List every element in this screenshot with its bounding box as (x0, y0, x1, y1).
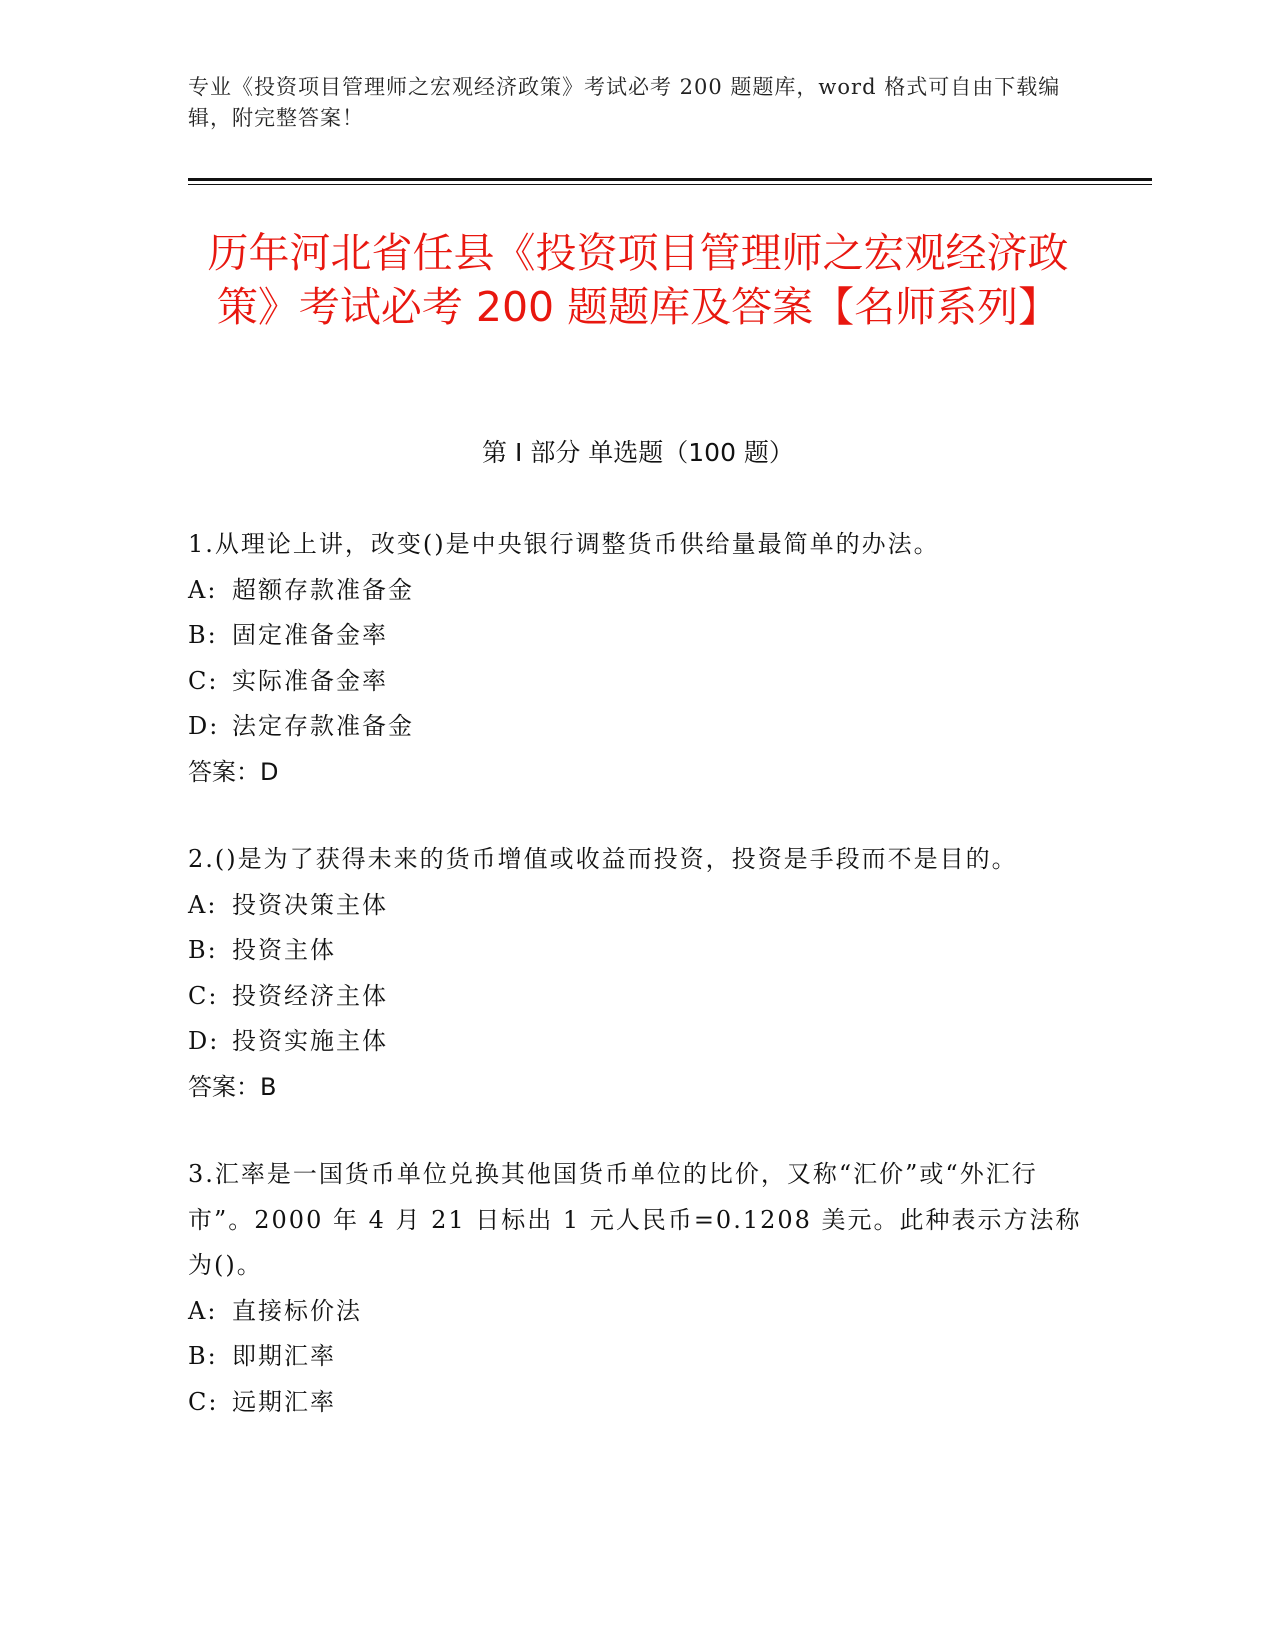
option-a (188, 1289, 1088, 1335)
option-text: 投资实施主体 (232, 1027, 388, 1055)
question-list (188, 522, 1088, 1425)
option-text: 投资决策主体 (232, 890, 388, 919)
question-3 (188, 1152, 1088, 1425)
option-text: 固定准备金率 (232, 621, 388, 649)
option-c (188, 1380, 1088, 1426)
option-text: 直接标价法 (232, 1296, 362, 1325)
option-key: D: (188, 712, 220, 740)
option-key: A: (188, 890, 218, 919)
header-divider-thick (188, 178, 1152, 181)
option-text: 法定存款准备金 (232, 712, 414, 740)
option-key: B: (188, 621, 218, 649)
option-text: 即期汇率 (232, 1342, 336, 1370)
option-c (188, 974, 1088, 1020)
option-d (188, 704, 1088, 750)
option-a (188, 883, 1088, 929)
option-text: 投资主体 (232, 936, 336, 964)
option-text: 超额存款准备金 (232, 575, 414, 604)
option-b (188, 928, 1088, 974)
header-note: 专业《投资项目管理师之宏观经济政策》考试必考 200 题题库，word 格式可自由下载编辑，附完整答案！ (188, 75, 1061, 130)
option-key: C: (188, 666, 219, 695)
option-b (188, 1334, 1088, 1380)
question-stem: 2.()是为了获得未来的货币增值或收益而投资，投资是手段而不是目的。 (188, 845, 1018, 873)
option-text: 投资经济主体 (232, 981, 388, 1010)
option-key: C: (188, 981, 219, 1010)
option-key: A: (188, 575, 218, 604)
option-text: 远期汇率 (232, 1387, 336, 1416)
question-2 (188, 837, 1088, 1110)
answer-line: 答案：D (188, 757, 279, 786)
option-key: D: (188, 1027, 220, 1055)
question-stem: 1.从理论上讲，改变()是中央银行调整货币供给量最简单的办法。 (188, 530, 940, 558)
option-a (188, 568, 1088, 614)
option-b (188, 613, 1088, 659)
document-title: 历年河北省任县《投资项目管理师之宏观经济政策》考试必考 200 题题库及答案【名师系列】 (207, 229, 1069, 331)
answer-line: 答案：B (188, 1072, 277, 1101)
option-key: B: (188, 936, 218, 964)
option-c (188, 659, 1088, 705)
option-key: A: (188, 1296, 218, 1325)
option-d (188, 1019, 1088, 1065)
section-heading: 第 I 部分 单选题（100 题） (482, 438, 794, 467)
option-key: C: (188, 1387, 219, 1416)
header-divider-thin (188, 184, 1152, 185)
question-stem: 3.汇率是一国货币单位兑换其他国货币单位的比价，又称“汇价”或“外汇行市”。2000 年 4 月 21 日标出 1 元人民币=0.1208 美元。此种表示方法称为()。 (188, 1160, 1082, 1279)
question-1 (188, 522, 1088, 795)
option-text: 实际准备金率 (232, 666, 388, 695)
option-key: B: (188, 1342, 218, 1370)
